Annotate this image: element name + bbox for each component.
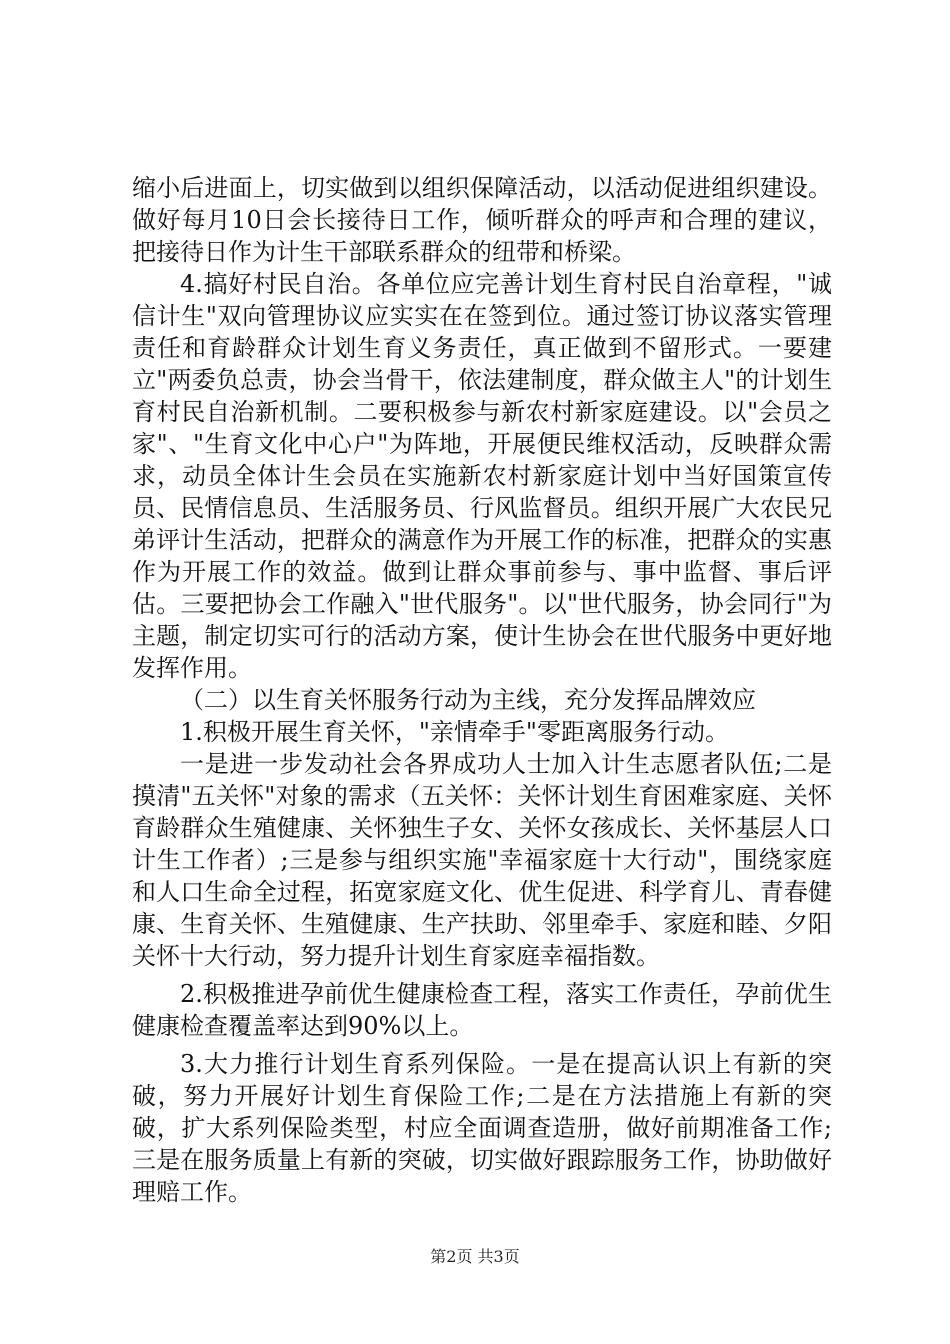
paragraph-1: 缩小后进面上，切实做到以组织保障活动，以活动促进组织建设。做好每月10日会长接待日工作，倾听群众的呼声和合理的建议，把接待日作为计生干部联系群众的纽带和桥梁。 <box>132 174 832 266</box>
page-footer: 第2页 共3页 <box>430 1247 520 1266</box>
section-heading: （二）以生育关怀服务行动为主线，充分发挥品牌效应 <box>180 686 756 714</box>
paragraph-item-3: 3.大力推行计划生育系列保险。一是在提高认识上有新的突破，努力开展好计划生育保险工作;二是在方法措施上有新的突破，扩大系列保险类型，村应全面调查造册，做好前期准备工作;三是在服务质量上有新的突破，切实做好跟踪服务工作，协助做好理赔工作。 <box>132 1050 832 1206</box>
document-body <box>132 172 832 1208</box>
paragraph-item-2: 2.积极推进孕前优生健康检查工程，落实工作责任，孕前优生健康检查覆盖率达到90%以上。 <box>132 980 832 1040</box>
paragraph-item-1: 1.积极开展生育关怀，"亲情牵手"零距离服务行动。 <box>180 718 729 746</box>
paragraph-2: 4.搞好村民自治。各单位应完善计划生育村民自治章程，"诚信计生"双向管理协议应实实在在签到位。通过签订协议落实管理责任和育龄群众计划生育义务责任，真正做到不留形式。一要建立"两委负总责，协会当骨干，依法建制度，群众做主人"的计划生育村民自治新机制。二要积极参与新农村新家庭建设。以"会员之家"、"生育文化中心户"为阵地，开展便民维权活动，反映群众需求，动员全体计生会员在实施新农村新家庭计划中当好国策宣传员、民情信息员、生活服务员、行风监督员。组织开展广大农民兄弟评计生活动，把群众的满意作为开展工作的标准，把群众的实惠作为开展工作的效益。做到让群众事前参与、事中监督、事后评估。三要把协会工作融入"世代服务"。以"世代服务，协会同行"为主题，制定切实可行的活动方案，使计生协会在世代服务中更好地发挥作用。 <box>132 270 832 682</box>
paragraph-3: 一是进一步发动社会各界成功人士加入计生志愿者队伍;二是摸清"五关怀"对象的需求（五关怀：关怀计划生育困难家庭、关怀育龄群众生殖健康、关怀独生子女、关怀女孩成长、关怀基层人口计生工作者）;三是参与组织实施"幸福家庭十大行动"，围绕家庭和人口生命全过程，拓宽家庭文化、优生促进、科学育儿、青春健康、生育关怀、生殖健康、生产扶助、邻里牵手、家庭和睦、夕阳关怀十大行动，努力提升计划生育家庭幸福指数。 <box>132 750 832 970</box>
